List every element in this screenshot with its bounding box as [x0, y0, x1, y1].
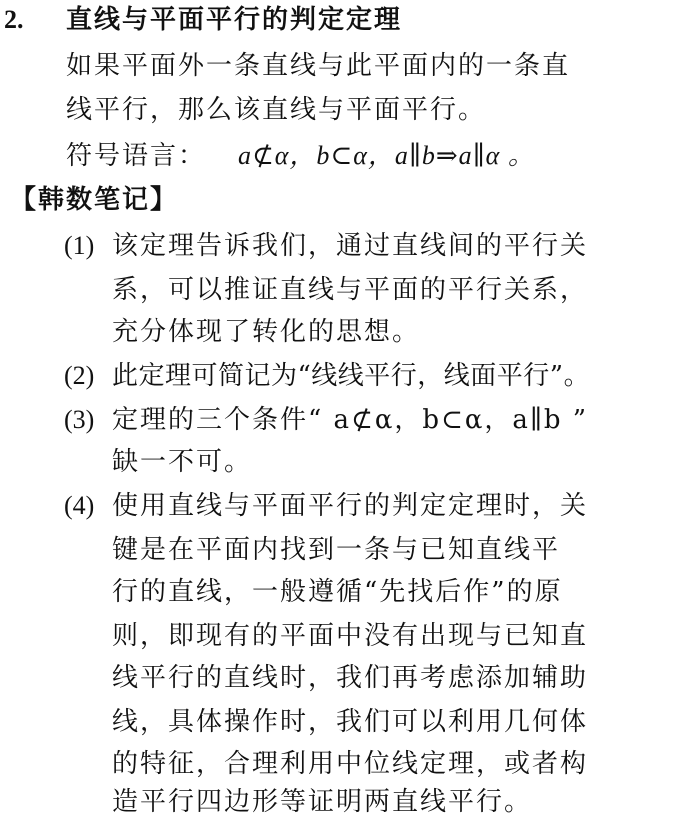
note-3-line: 缺一不可。	[112, 447, 253, 477]
note-3-line: 定理的三个条件“ a⊄α，b⊂α，a∥b ”	[112, 405, 589, 435]
note-4-line: 的特征，合理利用中位线定理，或者构	[112, 749, 589, 779]
notes-heading: 【韩数笔记】	[10, 185, 179, 215]
section-number: 2.	[4, 5, 24, 34]
note-4-line: 线平行的直线时，我们再考虑添加辅助	[112, 663, 589, 693]
note-4-line: 行的直线，一般遵循“先找后作”的原	[112, 577, 563, 607]
note-marker-4: (4)	[64, 491, 95, 520]
note-marker-1: (1)	[64, 231, 95, 260]
note-1-line: 该定理告诉我们，通过直线间的平行关	[112, 231, 589, 261]
statement-line-1: 如果平面外一条直线与此平面内的一条直	[66, 51, 571, 81]
note-marker-3: (3)	[64, 405, 95, 434]
note-1-line: 系，可以推证直线与平面的平行关系，	[112, 275, 589, 305]
note-2-line: 此定理可简记为“线线平行，线面平行”。	[112, 361, 591, 391]
note-1-line: 充分体现了转化的思想。	[112, 317, 421, 347]
note-4-line: 线，具体操作时，我们可以利用几何体	[112, 707, 589, 737]
section-title: 直线与平面平行的判定定理	[66, 5, 403, 35]
note-marker-2: (2)	[64, 361, 95, 390]
symbol-expression: a⊄α，b⊂α，a∥b⇒a∥α 。	[238, 141, 535, 170]
note-4-line: 键是在平面内找到一条与已知直线平	[112, 535, 561, 565]
note-4-line: 则，即现有的平面中没有出现与已知直	[112, 621, 589, 651]
symbol-label: 符号语言：	[66, 141, 207, 171]
note-4-line: 使用直线与平面平行的判定定理时，关	[112, 491, 589, 521]
statement-line-2: 线平行，那么该直线与平面平行。	[66, 95, 487, 125]
note-4-line: 造平行四边形等证明两直线平行。	[112, 787, 533, 817]
